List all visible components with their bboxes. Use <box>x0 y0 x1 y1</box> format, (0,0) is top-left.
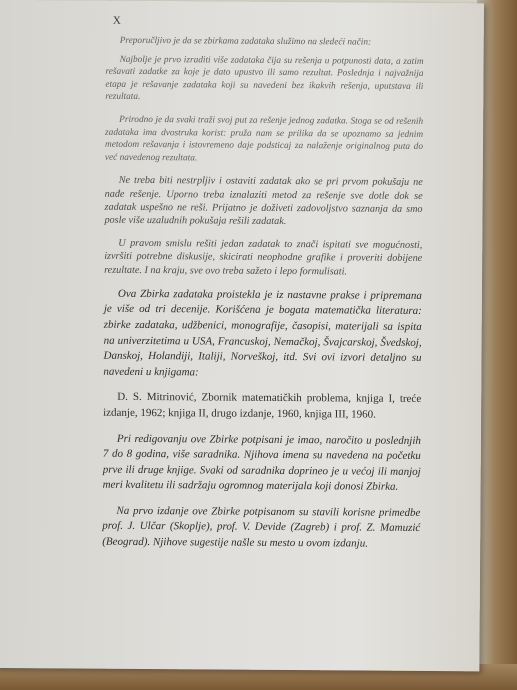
paragraph-method: Najbolje je prvo izraditi više zadataka čija su rešenja u potpunosti data, a zatim rešavati zadatke za koje je dato upustvo ili samo rezultat. Poslednja i najvažnija etapa je rešavanje zadataka koji su navedeni bez ikakvih rešenja, uputstava ili rezultata. <box>105 54 424 103</box>
paragraph-intro: Preporučljivo je da se zbirkama zadataka služimo na sledeći način: <box>119 35 372 48</box>
paragraph-collection-origin: Ova Zbirka zadataka proistekla je iz nastavne prakse i pripremana je više od tri decenije. Korišćena je bogata matematička literatura: zbirke zadataka, udžbenici, monografije, časopisi, materijali sa ispita na univerzitetima u USA, Francuskoj, Nemačkoj, Švajcarskoj, Švedskoj, Danskoj, Holandiji, Italiji, Norveškoj, itd. Svi ovi izvori detaljno su navedeni u knjigama: <box>103 287 422 379</box>
page-body <box>102 35 424 563</box>
paragraph-solve-meaning: U pravom smislu rešiti jedan zadatak to znači ispitati sve mogućnosti, izvršiti potrebne diskusije, skicirati neophodne grafike i proveriti dobijene rezultate. I na kraju, sve ovo treba sažeto i lepo formulisati. <box>104 237 423 277</box>
paragraph-reference: D. S. Mitrinović, Zbornik matematičkih problema, knjiga I, treće izdanje, 1962; knjiga II, drugo izdanje, 1960, knjiga III, 1960. <box>103 391 422 421</box>
paragraph-acknowledgements: Na prvo izdanje ove Zbirke potpisanom su stavili korisne primedbe prof. J. Ulčar (Skoplje), prof. V. Devide (Zagreb) i prof. Z. Mamuzić (Beograd). Njihove sugestije našle su mesto u ovom izdanju. <box>102 504 421 550</box>
page-number: X <box>112 14 122 27</box>
paragraph-patience: Ne treba biti nestrpljiv i ostaviti zadatak ako se pri prvom pokušaju ne nađe rešenje. Uporno treba iznalaziti metod za rešenje sve dotle dok se zadatak uspešno ne reši. Prijatno je doživeti zadovoljstvo saznanja da smo posle više uzaludnih pokušaja rešili zadatak. <box>104 175 423 227</box>
paragraph-collaborators: Pri redigovanju ove Zbirke potpisani je imao, naročito u poslednjih 7 do 8 godina, više saradnika. Njihova imena su navedena na početku prve ili druge knjige. Svaki od saradnika doprineo je u većoj ili manjoj meri kvalitetu ili sadržaju ogromnog materijala koji donosi Zbirka. <box>102 432 421 494</box>
paragraph-own-path: Prirodno je da svaki traži svoj put za rešenje jednog zadatka. Stoga se od rešenih zadataka ima dvostruka korist: pruža nam se prilika da se upoznamo sa jednim metodom rešavanja i istovremeno daje podsticaj za nalaženje originalnog puta do već navedenog rezultata. <box>104 114 424 164</box>
